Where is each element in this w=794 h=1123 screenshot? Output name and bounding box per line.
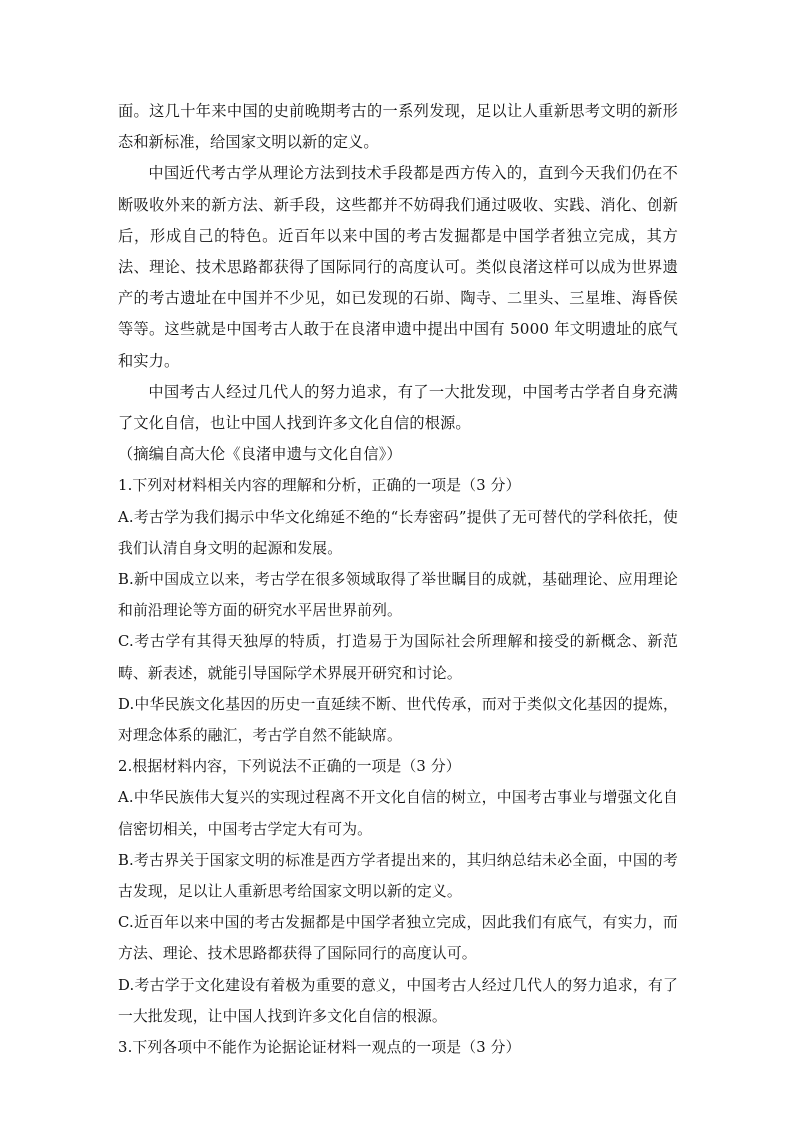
question-2-option-d: D.考古学于文化建设有着极为重要的意义，中国考古人经过几代人的努力追求，有了一大批发现，让中国人找到许多文化自信的根源。	[118, 976, 678, 1025]
passage-paragraph-1: 面。这几十年来中国的史前晚期考古的一系列发现，足以让人重新思考文明的新形态和新标准，给国家文明以新的定义。	[118, 102, 678, 152]
question-1-option-d: D.中华民族文化基因的历史一直延续不断、世代传承，而对于类似文化基因的提炼，对理念体系的融汇，考古学自然不能缺席。	[118, 695, 678, 745]
document-content	[118, 96, 678, 1063]
question-2-option-b: B.考古界关于国家文明的标准是西方学者提出来的，其归纳总结未必全面，中国的考古发现，足以让人重新思考给国家文明以新的定义。	[118, 851, 678, 901]
question-2-option-a: A.中华民族伟大复兴的实现过程离不开文化自信的树立，中国考古事业与增强文化自信密切相关，中国考古学定大有可为。	[118, 789, 678, 838]
question-3-stem: 3.下列各项中不能作为论据论证材料一观点的一项是（3 分）	[118, 1039, 521, 1057]
passage-paragraph-3: 中国考古人经过几代人的努力追求，有了一大批发现，中国考古学者自身充满了文化自信，也让中国人找到许多文化自信的根源。	[118, 382, 678, 433]
question-1-option-b: B.新中国成立以来，考古学在很多领域取得了举世瞩目的成就，基础理论、应用理论和前沿理论等方面的研究水平居世界前列。	[118, 571, 678, 620]
passage-source: （摘编自高大伦《良渚申遗与文化自信》）	[118, 445, 402, 464]
passage-paragraph-2: 中国近代考古学从理论方法到技术手段都是西方传入的，直到今天我们仍在不断吸收外来的新方法、新手段，这些都并不妨碍我们通过吸收、实践、消化、创新后，形成自己的特色。近百年以来中国的考古发掘都是中国学者独立完成，其方法、理论、技术思路都获得了国际同行的高度认可。类似良渚这样可以成为世界遗产的考古遗址在中国并不少见，如已发现的石峁、陶寺、二里头、三星堆、海昏侯等等。这些就是中国考古人敢于在良渚申遗中提出中国有 5000 年文明遗址的底气和实力。	[118, 164, 678, 370]
question-2-stem: 2.根据材料内容，下列说法不正确的一项是（3 分）	[118, 758, 461, 776]
question-1-stem: 1.下列对材料相关内容的理解和分析，正确的一项是（3 分）	[118, 477, 521, 495]
question-1-option-c: C.考古学有其得天独厚的特质，打造易于为国际社会所理解和接受的新概念、新范畴、新表述，就能引导国际学术界展开研究和讨论。	[118, 633, 678, 682]
question-1-option-a: A.考古学为我们揭示中华文化绵延不绝的“长寿密码”提供了无可替代的学科依托，使我们认清自身文明的起源和发展。	[118, 508, 678, 557]
question-2-option-c: C.近百年以来中国的考古发掘都是中国学者独立完成，因此我们有底气，有实力，而方法、理论、技术思路都获得了国际同行的高度认可。	[118, 914, 678, 963]
